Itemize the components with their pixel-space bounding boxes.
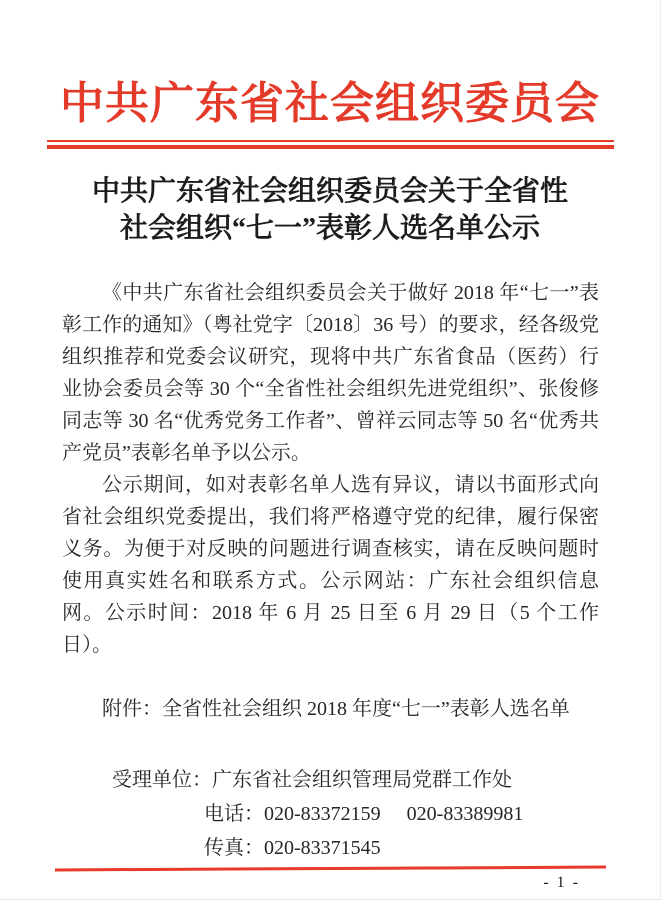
footer-divider (55, 866, 606, 872)
page-number: - 1 - (543, 874, 580, 891)
paragraph-objection-notice: 公示期间，如对表彰名单人选有异议，请以书面形式向省社会组织党委提出，我们将严格遵守党的纪律，履行保密义务。为便于对反映的问题进行调查核实，请在反映问题时使用真实姓名和联系方式。公示网站：广东社会组织信息网。公示时间：2018 年 6 月 25 日至 6 月 29 日（5 个工作日）。 (62, 474, 599, 657)
phone-number-2: 020-83389981 (406, 803, 524, 826)
phone-row (62, 797, 599, 831)
accepting-unit-value: 广东省社会组织管理局党群工作处 (212, 769, 512, 792)
phone-number-1: 020-83372159 (264, 803, 381, 826)
document-title (0, 173, 660, 247)
paragraph-request-basis: 《中共广东省社会组织委员会关于做好 2018 年“七一”表彰工作的通知》（粤社党字〔2018〕36 号）的要求，经各级党组织推荐和党委会议研究，现将中共广东省食品（医药）行业协会委员会等 30 个“全省性社会组织先进党组织”、张俊修同志等 30 名“优秀党务工作者”、曾祥云同志等 50 名“优秀共产党员”表彰名单予以公示。 (62, 282, 599, 465)
phone-label: 电话： (204, 803, 264, 826)
accepting-unit-label: 受理单位： (112, 769, 212, 792)
document-body (62, 277, 599, 865)
accepting-unit-row (62, 763, 599, 797)
contact-block (62, 763, 599, 865)
letterhead-org-name: 中共广东省社会组织委员会 (60, 79, 600, 128)
attachment-text: 全省性社会组织 2018 年度“七一”表彰人选名单 (162, 698, 570, 721)
fax-number: 020-83371545 (264, 837, 381, 860)
attachment-line (62, 693, 599, 725)
letterhead-divider (47, 140, 614, 149)
document-title-line2: 社会组织“七一”表彰人选名单公示 (119, 213, 540, 245)
document-title-line1: 中共广东省社会组织委员会关于全省性 (91, 176, 568, 208)
fax-row (62, 831, 599, 865)
fax-label: 传真： (204, 837, 264, 860)
attachment-label: 附件： (102, 698, 162, 721)
